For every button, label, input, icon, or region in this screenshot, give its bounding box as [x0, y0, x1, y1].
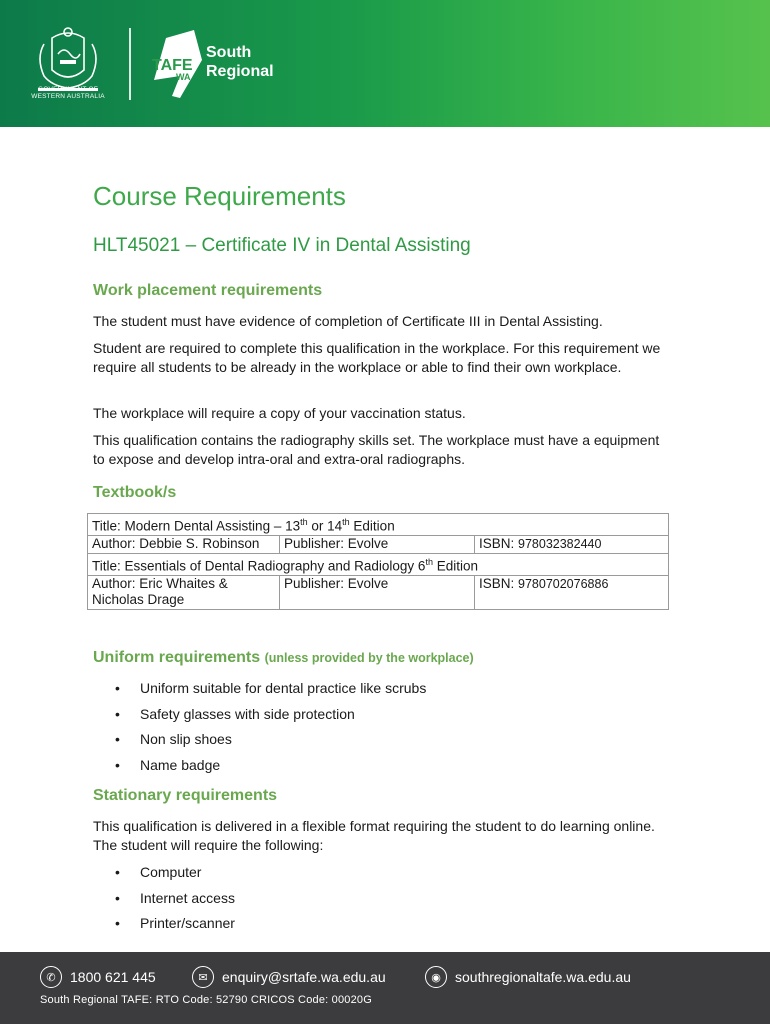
footer-email-text: enquiry@srtafe.wa.edu.au	[222, 969, 386, 985]
course-subtitle: HLT45021 – Certificate IV in Dental Assisting	[93, 235, 471, 256]
book-1-title-suffix: Edition	[349, 518, 395, 534]
government-label-line2: WESTERN AUSTRALIA	[31, 93, 105, 100]
list-item: • Computer	[115, 863, 235, 889]
list-item: • Internet access	[115, 889, 235, 915]
book-1-title-sup1: th	[300, 517, 308, 527]
tafe-name-line2: Regional	[206, 63, 274, 80]
book-1-title	[88, 514, 669, 536]
book-2-isbn-label: ISBN:	[479, 575, 519, 591]
list-item: • Uniform suitable for dental practice like scrubs	[115, 679, 426, 705]
government-label	[22, 86, 114, 100]
stationary-paragraph: This qualification is delivered in a flexible format requiring the student to do learning online. The student will require the following:	[93, 818, 655, 853]
book-1-title-sup2: th	[342, 517, 350, 527]
list-item: • Safety glasses with side protection	[115, 705, 426, 731]
tafe-name-line1: South	[206, 44, 252, 61]
footer-phone-text: 1800 621 445	[70, 969, 156, 985]
list-item: • Non slip shoes	[115, 730, 426, 756]
table-row	[88, 575, 669, 609]
globe-icon: ◉	[425, 966, 447, 988]
book-1-title-mid: or 14	[307, 518, 343, 534]
work-placement-paragraph-1: The student must have evidence of completion of Certificate III in Dental Assisting.	[93, 313, 603, 329]
tafe-mark-text: TAFE	[152, 57, 193, 74]
book-1-isbn	[475, 536, 669, 554]
table-row	[88, 553, 669, 575]
book-2-publisher: Publisher: Evolve	[280, 575, 475, 609]
uniform-list	[115, 679, 426, 781]
uniform-heading	[93, 649, 474, 667]
work-placement-paragraph-3: The workplace will require a copy of your vaccination status.	[93, 405, 466, 421]
footer-email[interactable]	[192, 966, 386, 988]
uniform-heading-note: (unless provided by the workplace)	[264, 651, 474, 665]
footer-registration: South Regional TAFE: RTO Code: 52790 CRICOS Code: 00020G	[40, 994, 373, 1006]
book-2-title	[88, 553, 669, 575]
book-2-title-text: Title: Essentials of Dental Radiography and Radiology 6	[92, 558, 426, 573]
list-item: • Name badge	[115, 756, 426, 782]
stationary-heading: Stationary requirements	[93, 787, 278, 804]
book-1-isbn-label: ISBN:	[479, 536, 519, 551]
page-header	[0, 0, 770, 127]
book-1-publisher: Publisher: Evolve	[280, 536, 475, 554]
book-2-title-sup1: th	[425, 556, 433, 567]
work-placement-paragraph-4: This qualification contains the radiography skills set. The workplace must have a equipment to expose and develop intra-oral and extra-oral radiographs.	[93, 432, 660, 467]
footer-website[interactable]	[425, 966, 631, 988]
book-1-author: Author: Debbie S. Robinson	[88, 536, 280, 554]
book-2-author: Author: Eric Whaites & Nicholas Drage	[88, 575, 280, 609]
email-icon: ✉	[192, 966, 214, 988]
work-placement-heading: Work placement requirements	[93, 282, 323, 299]
uniform-heading-text: Uniform requirements	[93, 649, 261, 666]
table-row	[88, 536, 669, 554]
tafe-wa-text: WA	[176, 72, 191, 82]
footer-website-text: southregionaltafe.wa.edu.au	[455, 969, 631, 985]
textbooks-heading: Textbook/s	[93, 484, 177, 501]
textbooks-table	[87, 513, 669, 610]
book-2-isbn	[475, 575, 669, 609]
tafe-name	[206, 43, 274, 81]
header-divider	[129, 28, 131, 100]
tafe-logo-icon	[150, 30, 202, 100]
page-footer	[0, 952, 770, 1024]
government-label-line1: GOVERNMENT OF	[38, 86, 98, 93]
work-placement-paragraph-2: Student are required to complete this qualification in the workplace. For this requirement we require all students to be already in the workplace or able to find their own workplace.	[93, 340, 661, 375]
table-row	[88, 514, 669, 536]
book-2-title-suffix: Edition	[432, 558, 478, 573]
stationary-list	[115, 863, 235, 940]
phone-icon: ✆	[40, 966, 62, 988]
book-1-isbn-value: 978032382440	[518, 537, 602, 551]
list-item: • Printer/scanner	[115, 914, 235, 940]
footer-phone[interactable]	[40, 966, 156, 988]
page-title: Course Requirements	[93, 181, 346, 211]
book-2-isbn-value: 9780702076886	[518, 576, 609, 591]
book-1-title-text: Title: Modern Dental Assisting – 13	[92, 518, 301, 534]
